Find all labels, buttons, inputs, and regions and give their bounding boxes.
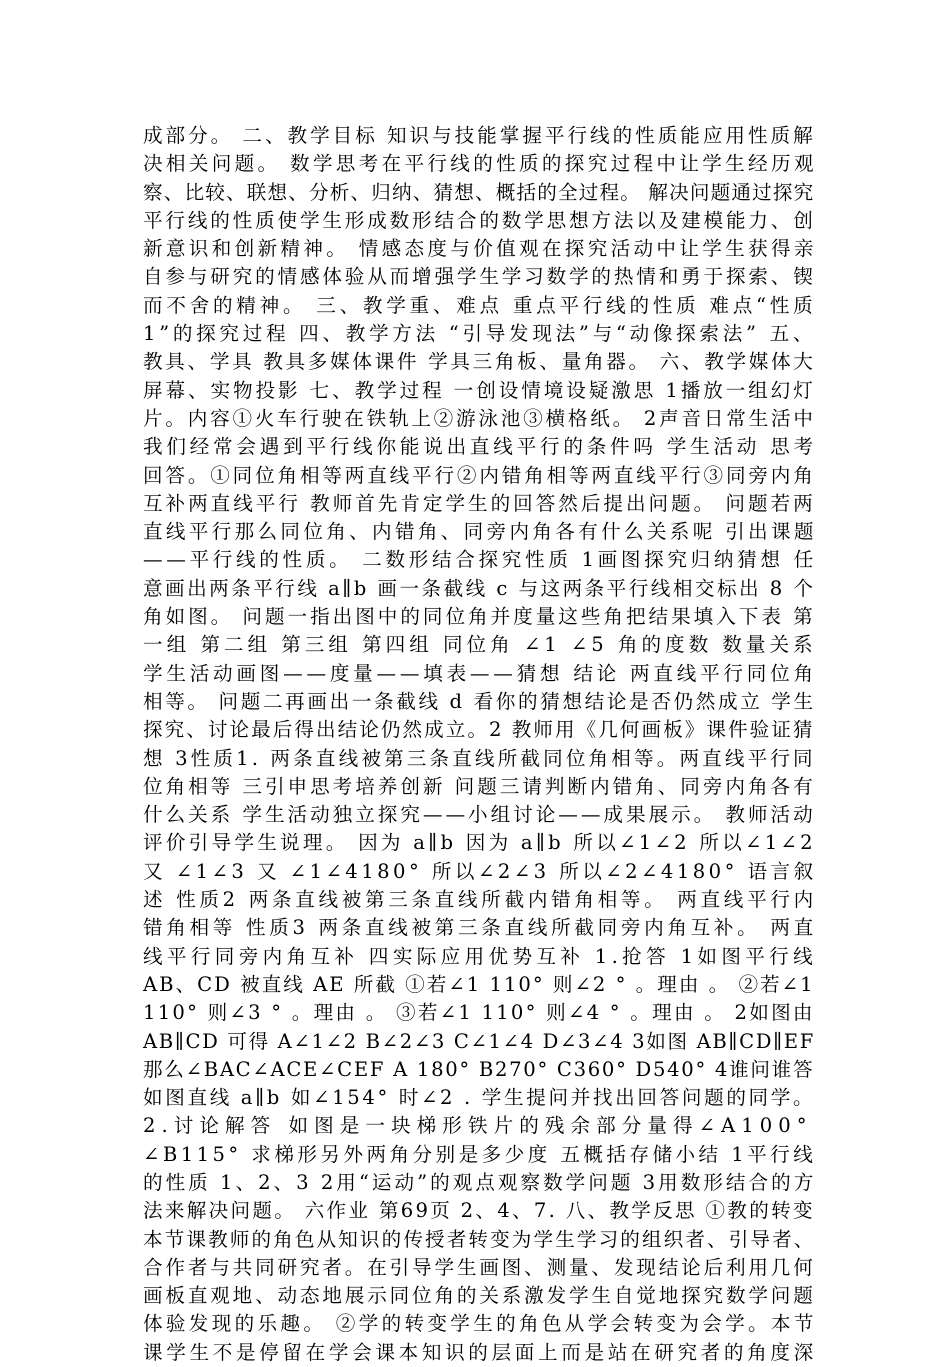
text-line: 探究、讨论最后得出结论仍然成立。2 教师用《几何画板》课件验证猜 bbox=[143, 718, 815, 742]
text-line: 教具、学具 教具多媒体课件 学具三角板、量角器。 六、教学媒体大 bbox=[143, 350, 816, 374]
text-line: 角如图。 问题一指出图中的同位角并度量这些角把结果填入下表 第 bbox=[143, 605, 816, 629]
text-line: 110° 则∠3 ° 。理由 。 ③若∠1 110° 则∠4 ° 。理由 。 2如图由 bbox=[143, 1001, 815, 1025]
text-line: ∠B115° 求梯形另外两角分别是多少度 五概括存储小结 1平行线 bbox=[143, 1142, 817, 1166]
text-line: 合作者与共同研究者。在引导学生画图、测量、发现结论后利用几何 bbox=[143, 1255, 816, 1279]
text-line: 本节课教师的角色从知识的传授者转变为学生学习的组织者、引导者、 bbox=[143, 1227, 816, 1251]
text-line: 述 性质2 两条直线被第三条直线所截内错角相等。 两直线平行内 bbox=[143, 888, 817, 912]
text-line: 那么∠BAC∠ACE∠CEF A 180° B270° C360° D540° 4谁问谁答 bbox=[143, 1057, 815, 1081]
text-line: 线平行同旁内角互补 四实际应用优势互补 1.抢答 1如图平行线 bbox=[143, 944, 818, 968]
text-line: 错角相等 性质3 两条直线被第三条直线所截同旁内角互补。 两直 bbox=[143, 916, 817, 940]
text-line: 的性质 1、2、3 2用“运动”的观点观察数学问题 3用数形结合的方 bbox=[143, 1170, 817, 1194]
text-line: 我们经常会遇到平行线你能说出直线平行的条件吗 学生活动 思考 bbox=[143, 435, 817, 459]
text-line: 而不舍的精神。 三、教学重、难点 重点平行线的性质 难点“性质 bbox=[143, 293, 817, 317]
text-line: 决相关问题。 数学思考在平行线的性质的探究过程中让学生经历观 bbox=[143, 152, 817, 176]
text-line: 自参与研究的情感体验从而增强学生学习数学的热情和勇于探索、锲 bbox=[143, 265, 816, 289]
text-line: 一组 第二组 第三组 第四组 同位角 ∠1 ∠5 角的度数 数量关系 bbox=[143, 633, 817, 657]
document-body bbox=[143, 122, 818, 1367]
text-line: ——平行线的性质。 二数形结合探究性质 1画图探究归纳猜想 任 bbox=[143, 548, 817, 572]
text-line: 相等。 问题二再画出一条截线 d 看你的猜想结论是否仍然成立 学生 bbox=[143, 689, 816, 713]
text-line: 如图直线 a∥b 如∠154° 时∠2 . 学生提问并找出回答问题的同学。 bbox=[143, 1086, 816, 1110]
text-line: 法来解决问题。 六作业 第69页 2、4、7. 八、教学反思 ①教的转变 bbox=[143, 1199, 815, 1223]
text-line: 直线平行那么同位角、内错角、同旁内角各有什么关系呢 引出课题 bbox=[143, 520, 817, 544]
text-line: 位角相等 三引申思考培养创新 问题三请判断内错角、同旁内角各有 bbox=[143, 774, 816, 798]
text-line: 2.讨论解答 如图是一块梯形铁片的残余部分量得∠A100° bbox=[143, 1114, 813, 1138]
text-line: 想 3性质1. 两条直线被第三条直线所截同位角相等。两直线平行同 bbox=[143, 746, 816, 770]
text-line: AB∥CD 可得 A∠1∠2 B∠2∠3 C∠1∠4 D∠3∠4 3如图 AB∥CD∥EF bbox=[143, 1029, 815, 1053]
text-line: 画板直观地、动态地展示同位角的关系激发学生自觉地探究数学问题 bbox=[143, 1284, 816, 1308]
text-line: 什么关系 学生活动独立探究——小组讨论——成果展示。 教师活动 bbox=[143, 803, 816, 827]
text-line: 课学生不是停留在学会课本知识的层面上而是站在研究者的角度深 bbox=[143, 1340, 817, 1364]
text-line: 察、比较、联想、分析、归纳、猜想、概括的全过程。 解决问题通过探究 bbox=[143, 180, 815, 204]
text-line: 平行线的性质使学生形成数形结合的数学思想方法以及建模能力、创 bbox=[143, 208, 816, 232]
text-line: 意画出两条平行线 a∥b 画一条截线 c 与这两条平行线相交标出 8 个 bbox=[143, 576, 816, 600]
text-line: 又 ∠1∠3 又 ∠1∠4180° 所以∠2∠3 所以∠2∠4180° 语言叙 bbox=[143, 859, 817, 883]
text-line: 体验发现的乐趣。 ②学的转变学生的角色从学会转变为会学。本节 bbox=[143, 1312, 817, 1336]
text-line: 回答。①同位角相等两直线平行②内错角相等两直线平行③同旁内角 bbox=[143, 463, 816, 487]
text-line: 互补两直线平行 教师首先肯定学生的回答然后提出问题。 问题若两 bbox=[143, 491, 816, 515]
text-line: 屏幕、实物投影 七、教学过程 一创设情境设疑激思 1播放一组幻灯 bbox=[143, 378, 816, 402]
text-line: 片。内容①火车行驶在铁轨上②游泳池③横格纸。 2声音日常生活中 bbox=[143, 406, 816, 430]
text-line: AB、CD 被直线 AE 所截 ①若∠1 110° 则∠2 ° 。理由 。 ②若∠1 bbox=[143, 972, 815, 996]
text-line: 评价引导学生说理。 因为 a∥b 因为 a∥b 所以∠1∠2 所以∠1∠2 bbox=[143, 831, 816, 855]
text-line: 1”的探究过程 四、教学方法 “引导发现法”与“动像探索法” 五、 bbox=[143, 322, 817, 346]
text-line: 成部分。 二、教学目标 知识与技能掌握平行线的性质能应用性质解 bbox=[143, 124, 816, 147]
text-line: 学生活动画图——度量——填表——猜想 结论 两直线平行同位角 bbox=[143, 661, 817, 685]
text-line: 新意识和创新精神。 情感态度与价值观在探究活动中让学生获得亲 bbox=[143, 237, 817, 261]
